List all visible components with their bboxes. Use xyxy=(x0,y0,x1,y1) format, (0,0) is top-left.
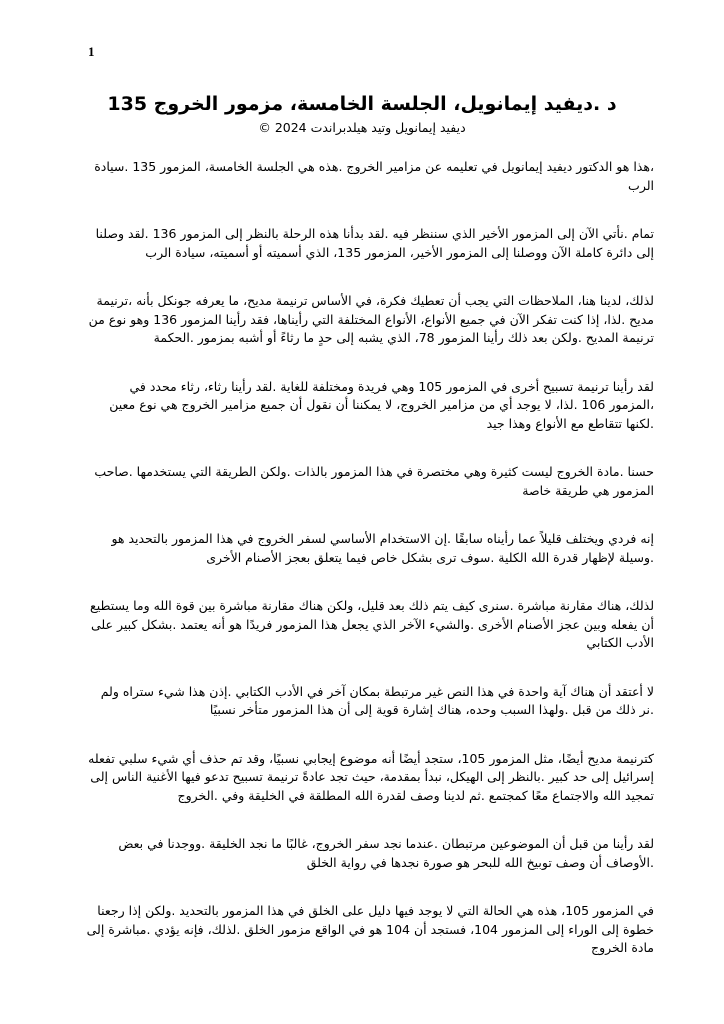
paragraph: لقد رأينا ترنيمة تسبيح أخرى في المزمور 105 وهي فريدة ومختلفة للغاية .لقد رأينا رثاء، رثاء محدد في ،المزمور 106 .لذا، لا يوجد أي من مزامير الخروج، لا يمكننا أن نقول أن جميع مزامير الخروج هي نوع معين .لكنها تتقاطع مع الأنواع وهذا جيد xyxy=(109,378,654,431)
paragraph: لقد رأينا من قبل أن الموضوعين مرتبطان .عندما نجد سفر الخروج، غالبًا ما نجد الخليقة .ووجدنا في بعض .الأوصاف أن وصف توبيخ الله للبحر هو صورة نجدها في رواية الخلق xyxy=(118,836,654,870)
paragraph: لا أعتقد أن هناك آية واحدة في هذا النص غير مرتبطة بمكان آخر في الأدب الكتابي .إذن هذا شيء ستراه ولم .نر ذلك من قبل .ولهذا السبب وحده، هناك إشارة قوية إلى أن هذا المزمور متأخر نسبيًا xyxy=(100,683,654,717)
paragraph: حسنا .مادة الخروج ليست كثيرة وهي مختصرة في هذا المزمور بالذات .ولكن الطريقة التي يستخدمها .صاحب المزمور هي طريقة خاصة xyxy=(94,464,654,498)
paragraph: كترنيمة مديح أيضًا، مثل المزمور 105، ستجد أيضًا أنه موضوع إيجابي نسبيًا، وقد تم حذف أي شيء سلبي تفعله إسرائيل إلى حد كبير .بالنظر إلى الهيكل، نبدأ بمقدمة، حيث تجد عادةً ترنيمة تسبيح تدعو فيها الأغنية الناس إلى تمجيد الله والاجتماع معًا كمجتمع .ثم لدينا وصف لقدرة الله المطلقة في الخليقة وفي .الخروج xyxy=(88,750,654,803)
author-byline: ديفيد إيمانويل وتيد هيلدبراندت 2024 © xyxy=(258,120,466,135)
document-title: د .ديفيد إيمانويل، الجلسة الخامسة، مزمور الخروج 135 xyxy=(107,93,617,115)
paragraph: في المزمور 105، هذه هي الحالة التي لا يوجد فيها دليل على الخلق في هذا المزمور بالتحديد .ولكن إذا رجعنا خطوة إلى الوراء إلى المزمور 104، فستجد أن 104 هو في الواقع مزمور الخلق .لذلك، فإنه يؤدي .مباشرة إلى مادة الخروج xyxy=(86,903,654,955)
paragraph: إنه فردي ويختلف قليلاً عما رأيناه سابقًا .إن الاستخدام الأساسي لسفر الخروج في هذا المزمور بالتحديد هو .وسيلة لإظهار قدرة الله الكلية .سوف ترى بشكل خاص فيما يتعلق بعجز الأصنام الأخرى xyxy=(111,531,654,565)
paragraph: ،هذا هو الدكتور ديفيد إيمانويل في تعليمه عن مزامير الخروج .هذه هي الجلسة الخامسة، المزمور 135 .سيادة الرب xyxy=(94,159,654,193)
document-body xyxy=(86,158,654,988)
paragraph: لذلك، لدينا هنا، الملاحظات التي يجب أن تعطيك فكرة، في الأساس ترنيمة مديح، ما يعرفه جونكل بأنه ،ترنيمة مديح .لذا، إذا كنت تفكر الآن في جميع الأنواع، الأنواع المختلفة التي رأيناها، فقد رأينا المزمور 136 وهو نوع من ترنيمة المديح .ولكن بعد ذلك رأينا المزمور 78، الذي يشبه إلى حدٍ ما رثاءً أو أشبه بمزمور .الحكمة xyxy=(88,293,654,345)
paragraph: تمام .نأتي الآن إلى المزمور الأخير الذي سننظر فيه .لقد بدأنا هذه الرحلة بالنظر إلى المزمور 136 .لقد وصلنا إلى دائرة كاملة الآن ووصلنا إلى المزمور الأخير، المزمور 135، الذي أسميته أو أسميته، سيادة الرب xyxy=(95,226,654,260)
paragraph: لذلك، هناك مقارنة مباشرة .سنرى كيف يتم ذلك بعد قليل، ولكن هناك مقارنة مباشرة بين قوة الله وما يستطيع أن يفعله وبين عجز الأصنام الأخرى .والشيء الآخر الذي يجعل هذا المزمور فريدًا هو أنه يعتمد .بشكل كبير على الأدب الكتابي xyxy=(90,598,654,650)
page-number: 1 xyxy=(88,44,95,59)
